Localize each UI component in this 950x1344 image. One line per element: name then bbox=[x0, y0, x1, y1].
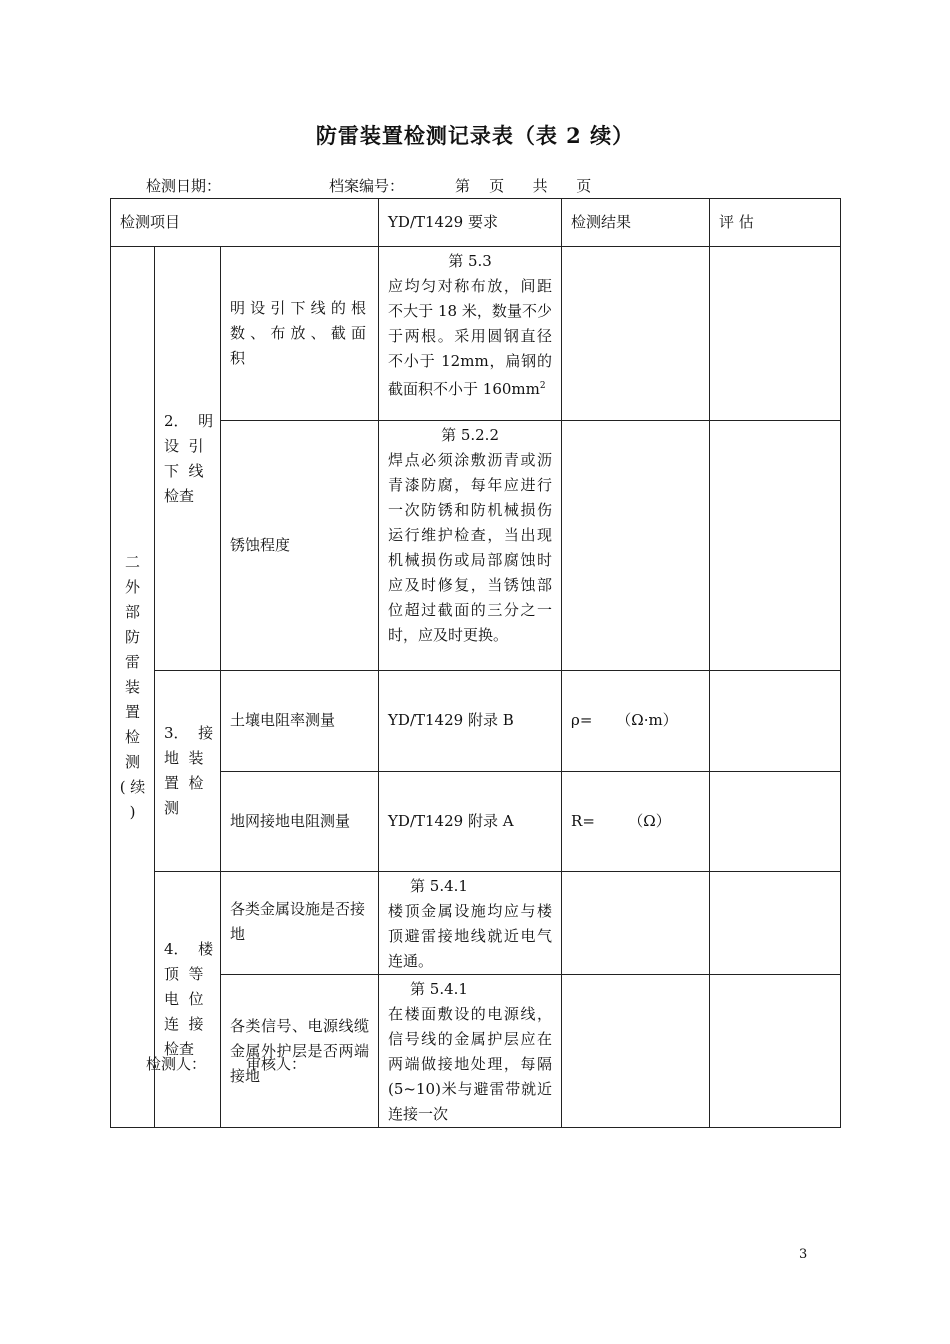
table-row bbox=[111, 247, 841, 421]
result-cell bbox=[562, 975, 710, 1128]
requirement-heading: 第 5.2.2 bbox=[441, 426, 499, 444]
group-label-downconductor: 2． 明 设 引 下 线 检查 bbox=[155, 247, 221, 671]
section-label: 二 外 部 防 雷 装 置 检 测 ( 续 ) bbox=[111, 247, 155, 1128]
page-title: 防雷装置检测记录表（表 2 续） bbox=[315, 123, 635, 148]
requirement-cell bbox=[379, 872, 562, 975]
header-evaluation: 评 估 bbox=[710, 199, 841, 247]
evaluation-cell bbox=[710, 975, 841, 1128]
item-cable-sheath: 各类信号、电源线缆金属外护层是否两端接地 bbox=[221, 975, 379, 1128]
evaluation-cell bbox=[710, 247, 841, 421]
requirement-text: 楼顶金属设施均应与楼顶避雷接地线就近电气连通。 bbox=[388, 902, 553, 970]
inspection-record-table bbox=[110, 198, 841, 1128]
requirement-heading: 第 5.4.1 bbox=[410, 877, 468, 895]
page-number: 3 bbox=[799, 1247, 808, 1262]
evaluation-cell bbox=[710, 671, 841, 772]
requirement-text: 在楼面敷设的电源线，信号线的金属护层应在两端做接地处理，每隔(5~10)米与避雷带就近连接一次 bbox=[388, 1005, 553, 1123]
table-row bbox=[111, 671, 841, 772]
table-row bbox=[111, 421, 841, 671]
item-soil-resistivity: 土壤电阻率测量 bbox=[221, 671, 379, 772]
result-cell: R= （Ω） bbox=[562, 771, 710, 872]
result-cell: ρ= （Ω·m） bbox=[562, 671, 710, 772]
archive-number-label: 档案编号： bbox=[329, 177, 405, 195]
requirement-cell: YD/T1429 附录 A bbox=[379, 771, 562, 872]
requirement-heading: 第 5.4.1 bbox=[410, 980, 468, 998]
header-item: 检测项目 bbox=[111, 199, 379, 247]
group-label-equipotential: 4． 楼 顶 等 电 位 连 接 检查 bbox=[155, 872, 221, 1128]
item-downconductor-count: 明设引下线的根数、布放、截面积 bbox=[221, 247, 379, 421]
table-row bbox=[111, 975, 841, 1128]
header-requirement: YD/T1429 要求 bbox=[379, 199, 562, 247]
requirement-cell bbox=[379, 975, 562, 1128]
table-row bbox=[111, 872, 841, 975]
table-row bbox=[111, 771, 841, 872]
inspection-date-label: 检测日期： bbox=[146, 177, 222, 195]
inspector-label: 检测人： bbox=[146, 1055, 207, 1073]
requirement-text: 焊点必须涂敷沥青或沥青漆防腐，每年应进行一次防锈和防机械损伤运行维护检查，当出现机械损伤或局部腐蚀时应及时修复，当锈蚀部位超过截面的三分之一时，应及时更换。 bbox=[388, 451, 553, 644]
requirement-cell bbox=[379, 421, 562, 671]
result-cell bbox=[562, 872, 710, 975]
evaluation-cell bbox=[710, 771, 841, 872]
item-corrosion: 锈蚀程度 bbox=[221, 421, 379, 671]
page-count-label: 第 页 共 页 bbox=[455, 177, 592, 195]
reviewer-label: 审核人： bbox=[246, 1055, 307, 1073]
table-header-row bbox=[111, 199, 841, 247]
requirement-heading: 第 5.3 bbox=[448, 252, 492, 270]
result-cell bbox=[562, 247, 710, 421]
requirement-cell bbox=[379, 247, 562, 421]
header-result: 检测结果 bbox=[562, 199, 710, 247]
group-label-grounding: 3． 接 地 装 置 检 测 bbox=[155, 671, 221, 872]
evaluation-cell bbox=[710, 421, 841, 671]
superscript-2: 2 bbox=[539, 381, 546, 391]
requirement-text: 应均匀对称布放，间距不大于 18 米，数量不少于两根。采用圆钢直径不小于 12mm，扁钢的截面积不小于 160mm bbox=[388, 277, 553, 398]
item-ground-resistance: 地网接地电阻测量 bbox=[221, 771, 379, 872]
result-cell bbox=[562, 421, 710, 671]
requirement-cell: YD/T1429 附录 B bbox=[379, 671, 562, 772]
item-metal-grounding: 各类金属设施是否接地 bbox=[221, 872, 379, 975]
evaluation-cell bbox=[710, 872, 841, 975]
